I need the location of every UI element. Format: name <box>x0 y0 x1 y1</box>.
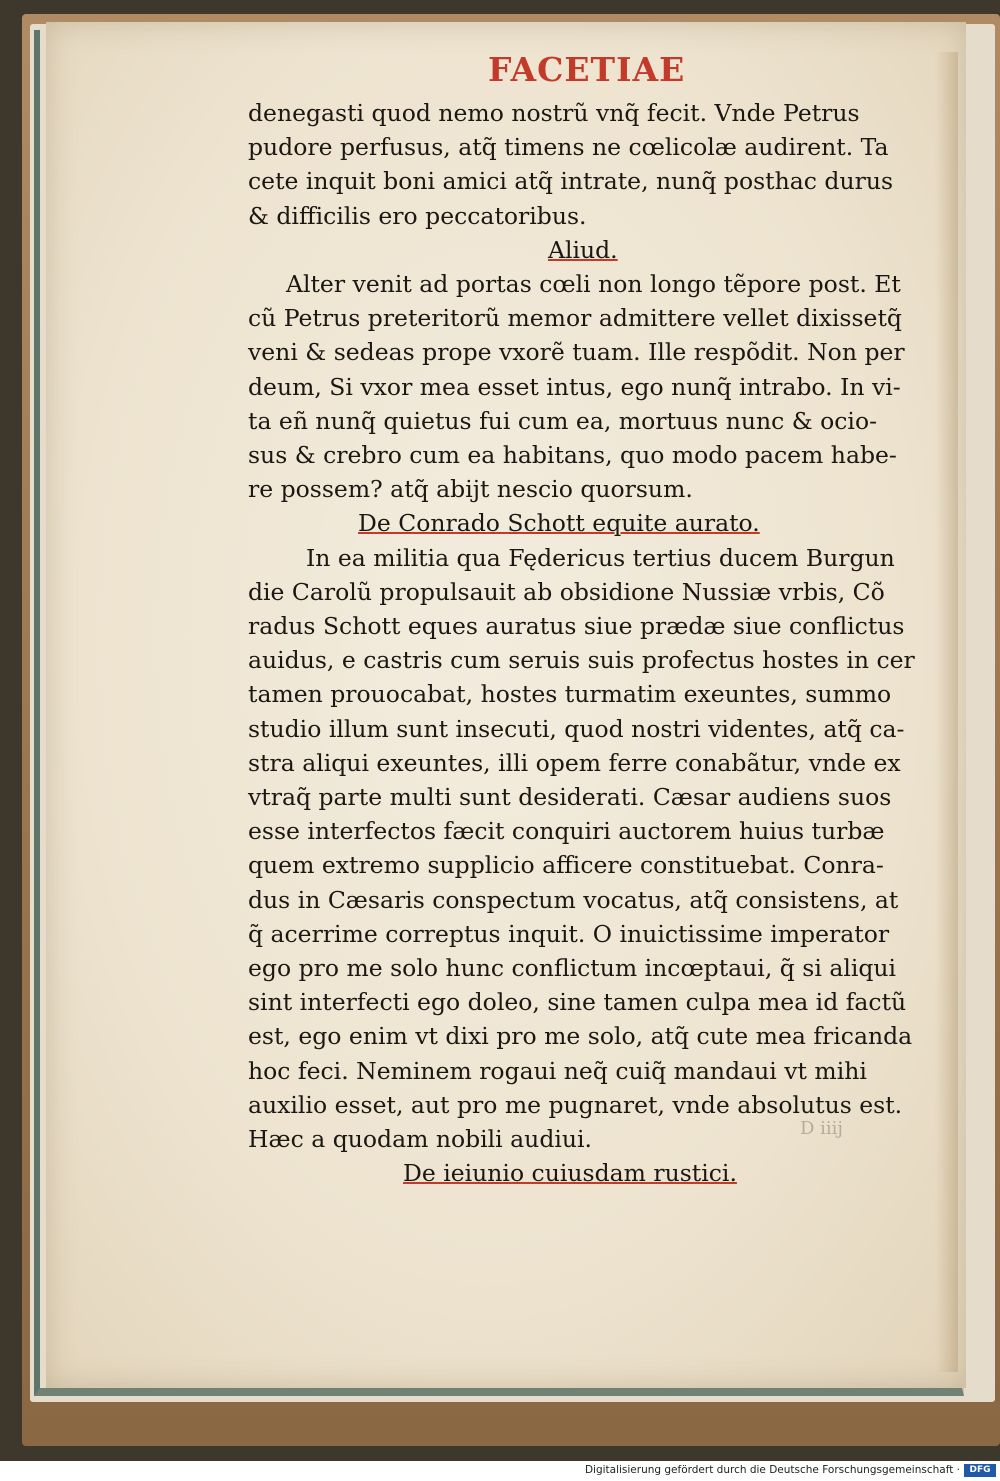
signature-mark: D iiij <box>800 1118 844 1139</box>
section-heading: Aliud. <box>548 235 618 264</box>
text-line: stra aliqui exeuntes, illi opem ferre conabãtur, vnde ex <box>248 748 901 777</box>
text-line: Hæc a quodam nobili audiui. <box>248 1125 592 1154</box>
text-line: studio illum sunt insecuti, quod nostri videntes, atq̃ ca- <box>248 714 905 743</box>
text-line: re possem? atq̃ abijt nescio quorsum. <box>248 475 693 504</box>
text-line: dus in Cæsaris conspectum vocatus, atq̃ consistens, at <box>248 885 899 914</box>
text-line: In ea militia qua Fędericus tertius ducem Burgun <box>306 543 895 572</box>
text-line: die Carolũ propulsauit ab obsidione Nussiæ vrbis, Cõ <box>248 577 885 606</box>
section-heading: De ieiunio cuiusdam rustici. <box>403 1159 737 1188</box>
text-line: auxilio esset, aut pro me pugnaret, vnde absolutus est. <box>248 1090 903 1119</box>
page-text <box>248 96 915 1191</box>
page-gutter-shadow <box>936 52 958 1372</box>
text-line: ta eñ nunq̃ quietus fui cum ea, mortuus nunc & ocio- <box>248 406 878 435</box>
text-line: radus Schott eques auratus siue prædæ siue conflictus <box>248 612 905 641</box>
text-line: auidus, e castris cum seruis suis profectus hostes in cer <box>248 646 915 675</box>
section-heading: De Conrado Schott equite aurato. <box>358 509 760 538</box>
text-line: denegasti quod nemo nostrũ vnq̃ fecit. Vnde Petrus <box>248 99 860 127</box>
text-line: deum, Si vxor mea esset intus, ego nunq̃ intrabo. In vi- <box>248 372 901 401</box>
text-line: sus & crebro cum ea habitans, quo modo pacem habe- <box>248 441 897 470</box>
text-line: ego pro me solo hunc conflictum incœptaui, q̃ si aliqui <box>248 954 897 983</box>
text-line: hoc feci. Neminem rogaui neq̃ cuiq̃ mandaui vt mihi <box>248 1056 867 1085</box>
text-line: veni & sedeas prope vxorẽ tuam. Ille respõdit. Non per <box>248 338 905 367</box>
dfg-logo: DFG <box>964 1464 996 1477</box>
text-line: quem extremo supplicio afficere constituebat. Conra- <box>248 851 884 880</box>
text-line: Alter venit ad portas cœli non longo tẽpore post. Et <box>286 270 901 299</box>
text-line: q̃ acerrime correptus inquit. O inuictissime imperator <box>248 919 890 948</box>
running-header: FACETIAE <box>488 50 686 89</box>
text-line: tamen prouocabat, hostes turmatim exeuntes, summo <box>248 680 892 709</box>
text-line: sint interfecti ego doleo, sine tamen culpa mea id factũ <box>248 988 907 1017</box>
text-line: cete inquit boni amici atq̃ intrate, nunq̃ posthac durus <box>248 167 894 196</box>
footer-bar <box>0 1461 1000 1481</box>
text-line: cũ Petrus preteritorũ memor admittere vellet dixissetq̃ <box>248 304 902 333</box>
funding-credit: Digitalisierung gefördert durch die Deutsche Forschungsgemeinschaft · <box>584 1464 960 1476</box>
text-line: vtraq̃ parte multi sunt desiderati. Cæsar audiens suos <box>248 783 892 812</box>
text-line: pudore perfusus, atq̃ timens ne cœlicolæ audirent. Ta <box>248 133 889 162</box>
text-line: est, ego enim vt dixi pro me solo, atq̃ cute mea fricanda <box>248 1022 913 1051</box>
text-line: & difficilis ero peccatoribus. <box>248 201 587 230</box>
text-line: esse interfectos fæcit conquiri auctorem huius turbæ <box>248 817 885 846</box>
